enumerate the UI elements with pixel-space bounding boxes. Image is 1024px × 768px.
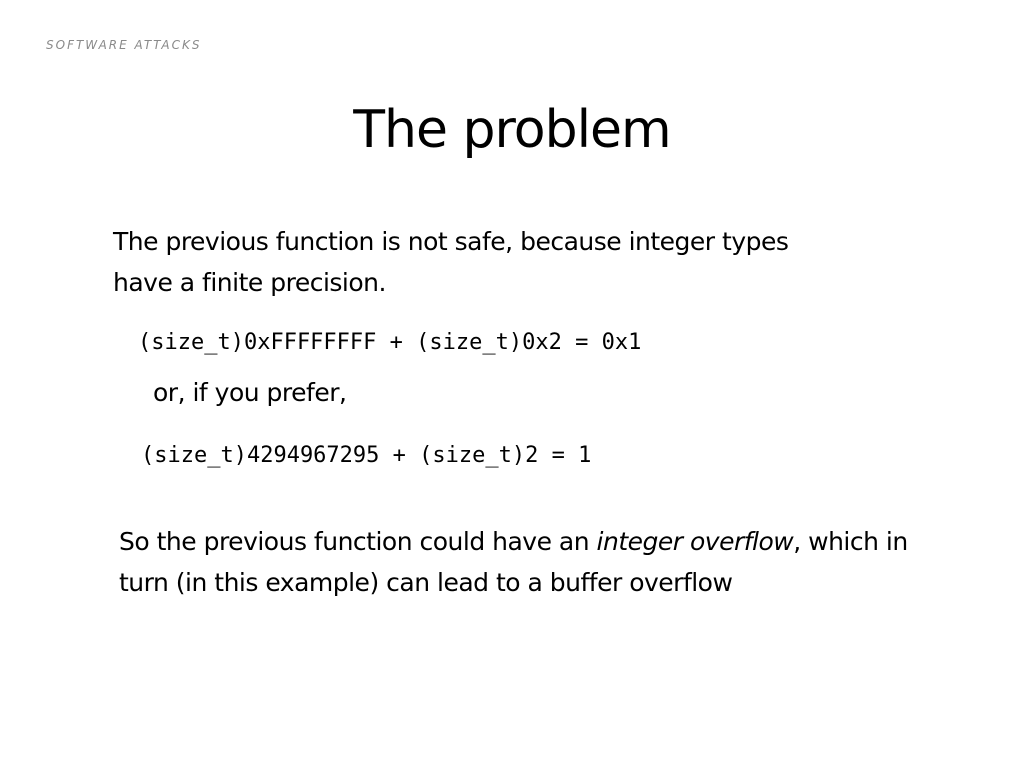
slide-title: The problem <box>353 100 671 160</box>
conclusion-text-after: , which in turn (in this example) can lead to a buffer overflow <box>119 527 908 597</box>
header-label: SOFTWARE ATTACKS <box>46 38 202 52</box>
paragraph-intro: The previous function is not safe, because integer types have a finite precision. <box>113 227 789 297</box>
conclusion-text-before: So the previous function could have an <box>119 527 597 556</box>
or-text: or, if you prefer, <box>153 378 347 407</box>
conclusion-emphasis: integer overflow <box>596 527 794 556</box>
paragraph-conclusion <box>119 521 939 603</box>
code-example-hex: (size_t)0xFFFFFFFF + (size_t)0x2 = 0x1 <box>138 330 642 355</box>
code-example-decimal: (size_t)4294967295 + (size_t)2 = 1 <box>141 443 592 468</box>
